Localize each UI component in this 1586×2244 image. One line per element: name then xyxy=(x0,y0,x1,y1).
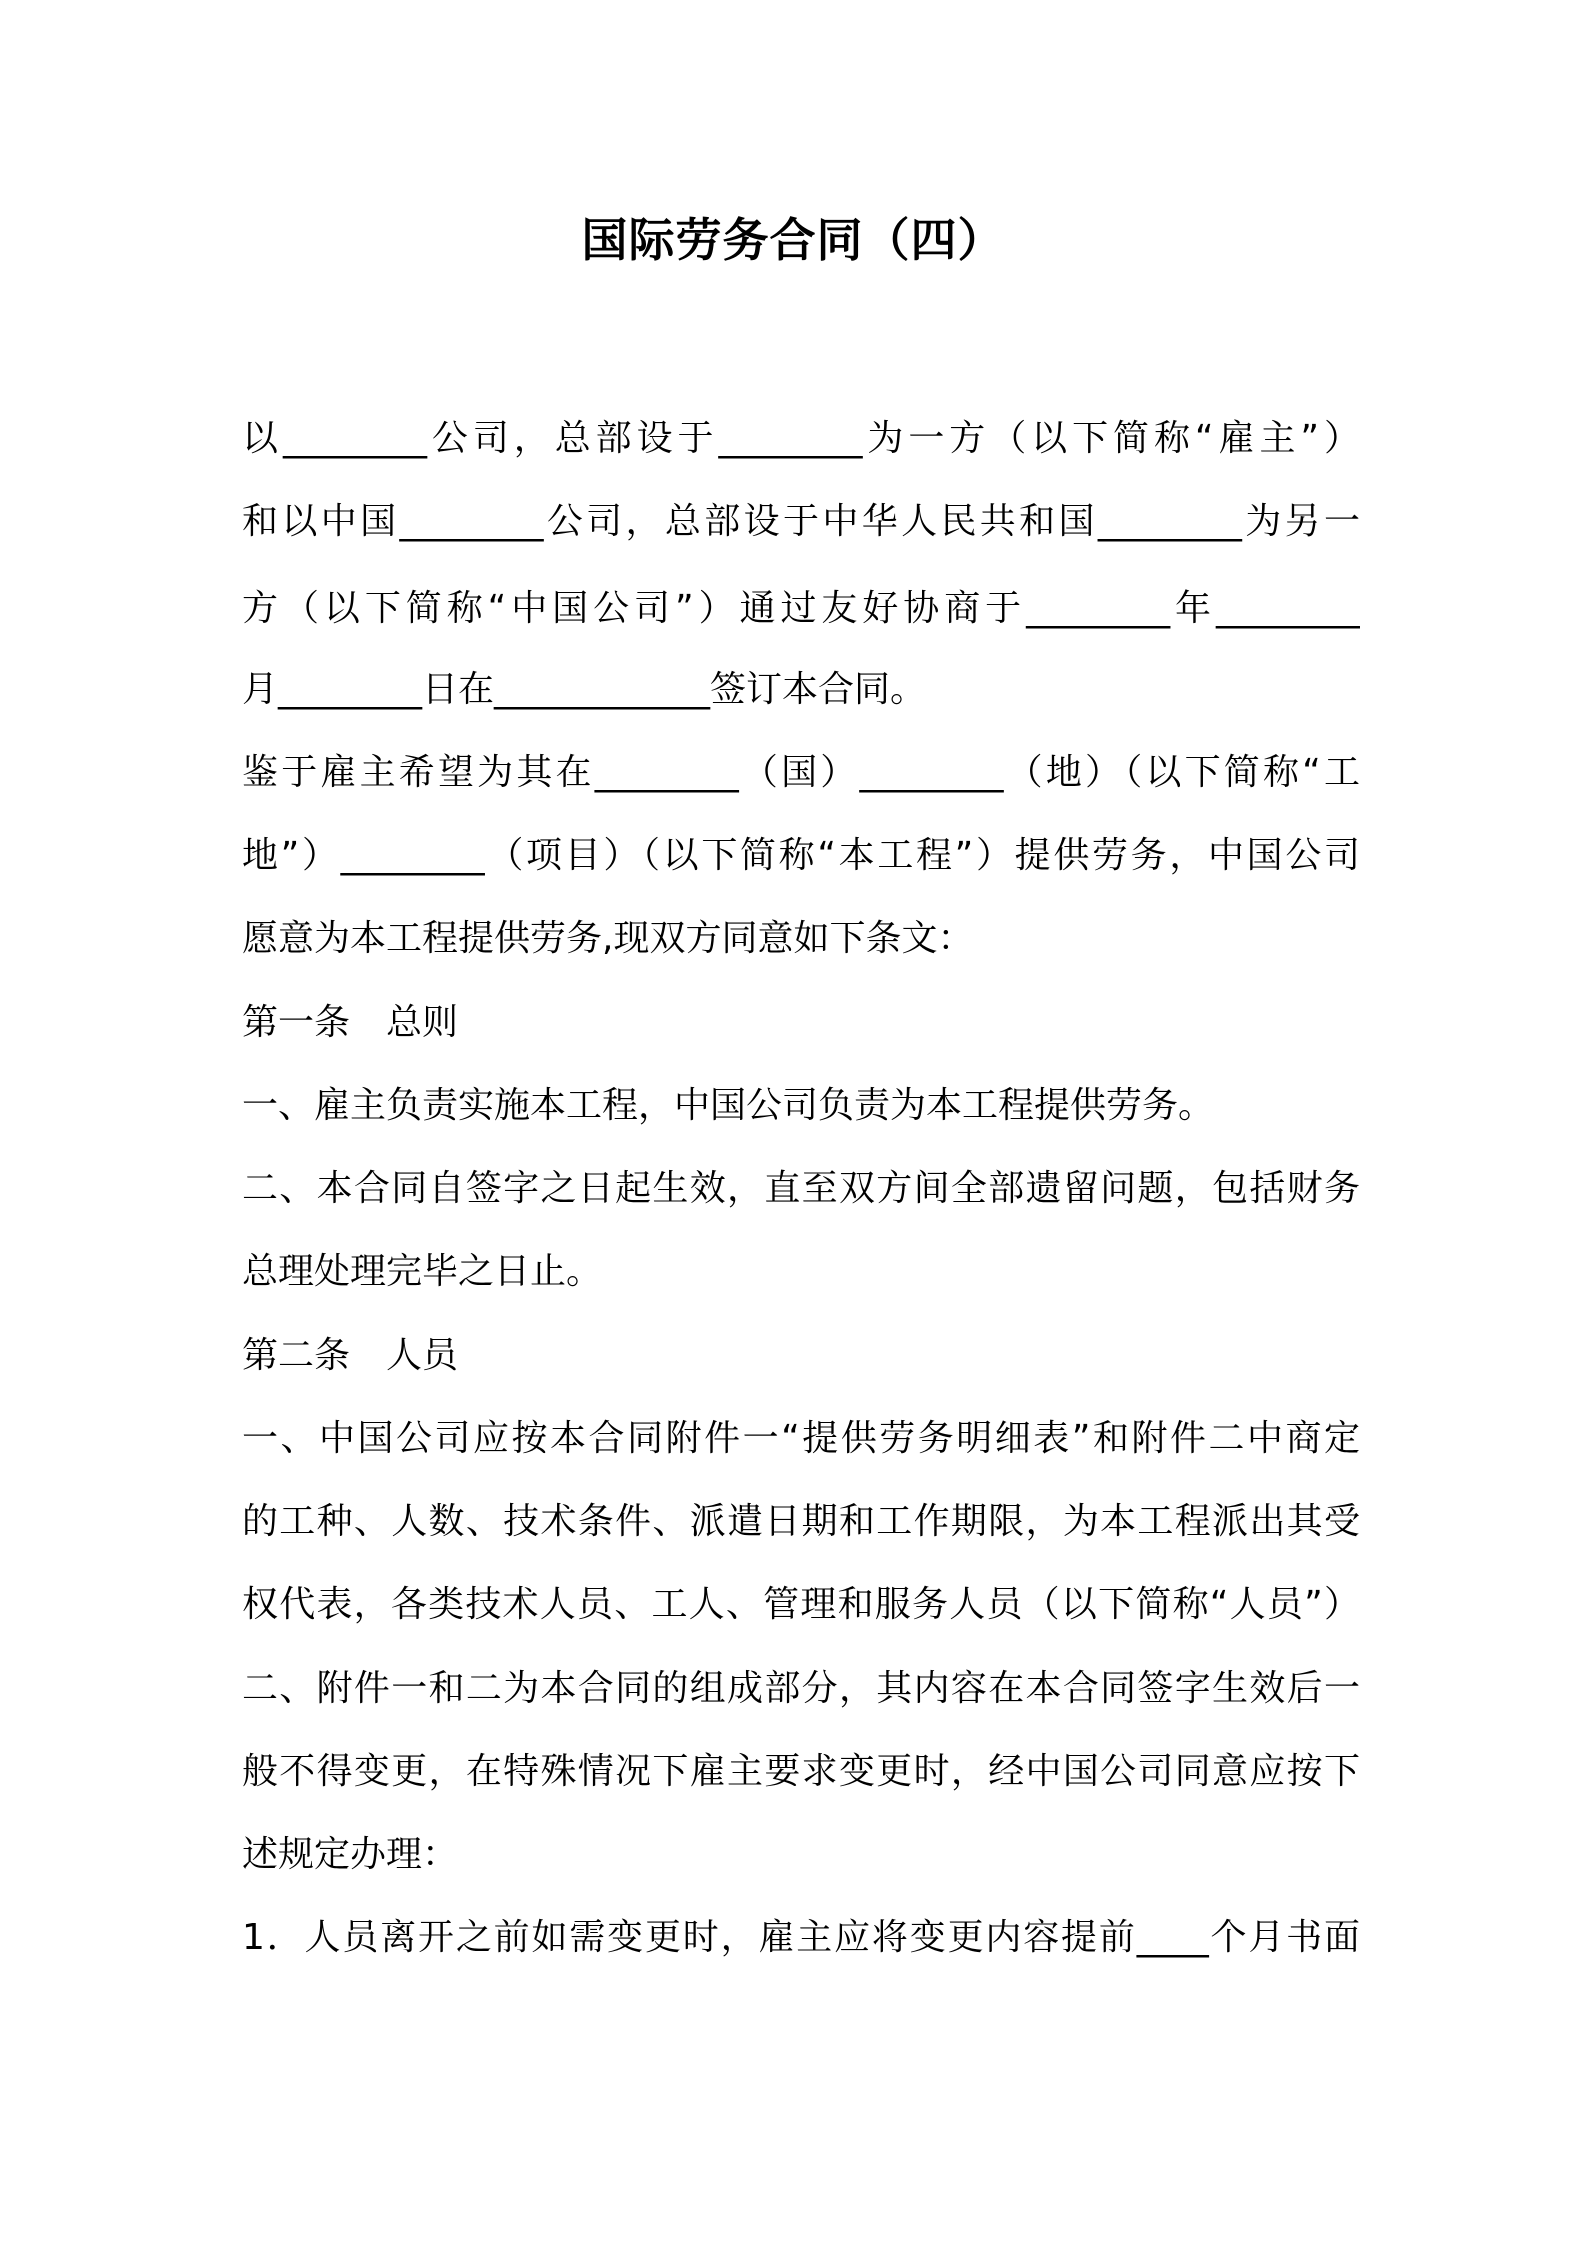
body-line: 以________公司，总部设于________为一方（以下简称“雇主”） xyxy=(242,418,1360,459)
section-heading: 第二条 人员 xyxy=(242,1335,459,1376)
body-line: 述规定办理： xyxy=(242,1834,459,1875)
body-line: 鉴于雇主希望为其在________（国）________（地）（以下简称“工 xyxy=(242,752,1360,793)
body-line: 愿意为本工程提供劳务,现双方同意如下条文： xyxy=(242,918,974,959)
body-line: 方（以下简称“中国公司”）通过友好协商于________年________ xyxy=(242,588,1360,629)
body-line: 权代表，各类技术人员、工人、管理和服务人员（以下简称“人员”） xyxy=(242,1584,1360,1625)
body-line: 二、本合同自签字之日起生效，直至双方间全部遗留问题，包括财务 xyxy=(242,1168,1360,1209)
body-line: 总理处理完毕之日止。 xyxy=(242,1251,603,1292)
document-title: 国际劳务合同（四） xyxy=(581,213,1005,267)
body-line: 一、雇主负责实施本工程，中国公司负责为本工程提供劳务。 xyxy=(242,1085,1215,1126)
body-line: 的工种、人数、技术条件、派遣日期和工作期限，为本工程派出其受 xyxy=(242,1501,1360,1542)
body-line: 月________日在____________签订本合同。 xyxy=(242,669,927,710)
body-line: 般不得变更，在特殊情况下雇主要求变更时，经中国公司同意应按下 xyxy=(242,1751,1360,1792)
body-line: 地”）________（项目）（以下简称“本工程”）提供劳务，中国公司 xyxy=(242,835,1360,876)
body-line: 1．人员离开之前如需变更时，雇主应将变更内容提前____个月书面 xyxy=(242,1917,1360,1958)
body-line: 和以中国________公司，总部设于中华人民共和国________为另一 xyxy=(242,501,1360,542)
body-line: 二、附件一和二为本合同的组成部分，其内容在本合同签字生效后一 xyxy=(242,1668,1360,1709)
section-heading: 第一条 总则 xyxy=(242,1002,459,1043)
body-line: 一、中国公司应按本合同附件一“提供劳务明细表”和附件二中商定 xyxy=(242,1418,1360,1459)
